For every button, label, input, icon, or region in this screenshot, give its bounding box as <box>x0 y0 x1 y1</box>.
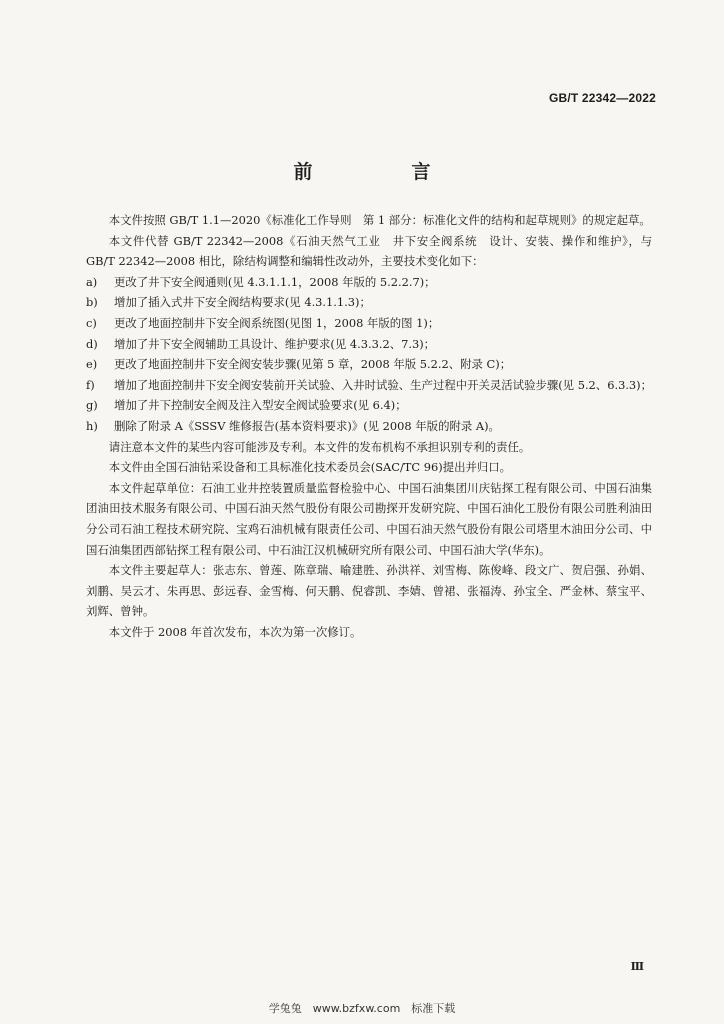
list-marker: a) <box>86 274 98 289</box>
list-item <box>86 395 652 416</box>
list-marker: e) <box>86 357 98 372</box>
page-number: Ⅲ <box>630 960 644 973</box>
list-item <box>86 334 652 355</box>
paragraph-drafters: 本文件主要起草人：张志东、曾莲、陈章瑞、喻建胜、孙洪祥、刘雪梅、陈俊峰、段文广、贺启强、孙娟、刘鹏、吴云才、朱再思、彭远春、金雪梅、何天鹏、倪睿凯、李婧、曾裙、张福涛、孙宝全、严金林、蔡宝平、刘辉、曾钟。 <box>86 563 652 619</box>
list-item <box>86 416 652 437</box>
list-text: 增加了地面控制井下安全阀安装前开关试验、入井时试验、生产过程中开关灵活试验步骤(见 5.2、6.3.3)； <box>114 377 653 392</box>
paragraph-history: 本文件于 2008 年首次发布，本次为第一次修订。 <box>108 624 362 639</box>
list-text: 增加了井下控制安全阀及注入型安全阀试验要求(见 6.4)； <box>114 398 407 413</box>
list-marker: d) <box>86 336 98 351</box>
paragraph-patent-notice: 请注意本文件的某些内容可能涉及专利。本文件的发布机构不承担识别专利的责任。 <box>108 439 531 454</box>
paragraph-drafting-rules: 本文件按照 GB/T 1.1—2020《标准化工作导则 第 1 部分：标准化文件的结构和起草规则》的规定起草。 <box>108 213 651 227</box>
list-item <box>86 354 652 375</box>
list-text: 增加了插入式井下安全阀结构要求(见 4.3.1.1.3)； <box>114 295 371 310</box>
list-text: 更改了地面控制井下安全阀安装步骤(见第 5 章，2008 年版 5.2.2、附录 C)； <box>114 357 512 372</box>
list-marker: h) <box>86 418 98 433</box>
paragraph-drafting-units: 本文件起草单位：石油工业井控装置质量监督检验中心、中国石油集团川庆钻探工程有限公司、中国石油集团油田技术服务有限公司、中国石油天然气股份有限公司勘探开发研究院、中国石油化工股份有限公司胜利油田分公司石油工程技术研究院、宝鸡石油机械有限责任公司、中国石油天然气股份有限公司塔里木油田分公司、中国石油集团西部钻探工程有限公司、中石油江汉机械研究所有限公司、中国石油大学(华东)。 <box>86 480 652 557</box>
paragraph-committee: 本文件由全国石油钻采设备和工具标准化技术委员会(SAC/TC 96)提出并归口。 <box>108 460 512 475</box>
list-text: 更改了地面控制井下安全阀系统图(见图 1，2008 年版的图 1)； <box>114 315 440 330</box>
list-item <box>86 375 652 396</box>
list-item <box>86 313 652 334</box>
footer-watermark: 学兔兔 www.bzfxw.com 标准下载 <box>268 1002 456 1015</box>
list-marker: c) <box>86 315 97 330</box>
list-item <box>86 292 652 313</box>
foreword-body <box>86 210 652 642</box>
list-marker: f) <box>86 377 95 392</box>
list-marker: g) <box>86 398 98 413</box>
page-title: 前 言 <box>293 161 471 183</box>
list-marker: b) <box>86 295 98 310</box>
list-item <box>86 272 652 293</box>
standard-number: GB/T 22342—2022 <box>548 91 656 105</box>
list-text: 删除了附录 A《SSSV 维修报告(基本资料要求)》(见 2008 年版的附录 A)。 <box>114 418 500 433</box>
paragraph-replaces: 本文件代替 GB/T 22342—2008《石油天然气工业 井下安全阀系统 设计、安装、操作和维护》，与 GB/T 22342—2008 相比，除结构调整和编辑性改动外，主要技术变化如下： <box>86 233 652 269</box>
list-text: 增加了井下安全阀辅助工具设计、维护要求(见 4.3.3.2、7.3)； <box>114 336 436 351</box>
list-text: 更改了井下安全阀通则(见 4.3.1.1.1，2008 年版的 5.2.2.7)； <box>114 274 436 289</box>
